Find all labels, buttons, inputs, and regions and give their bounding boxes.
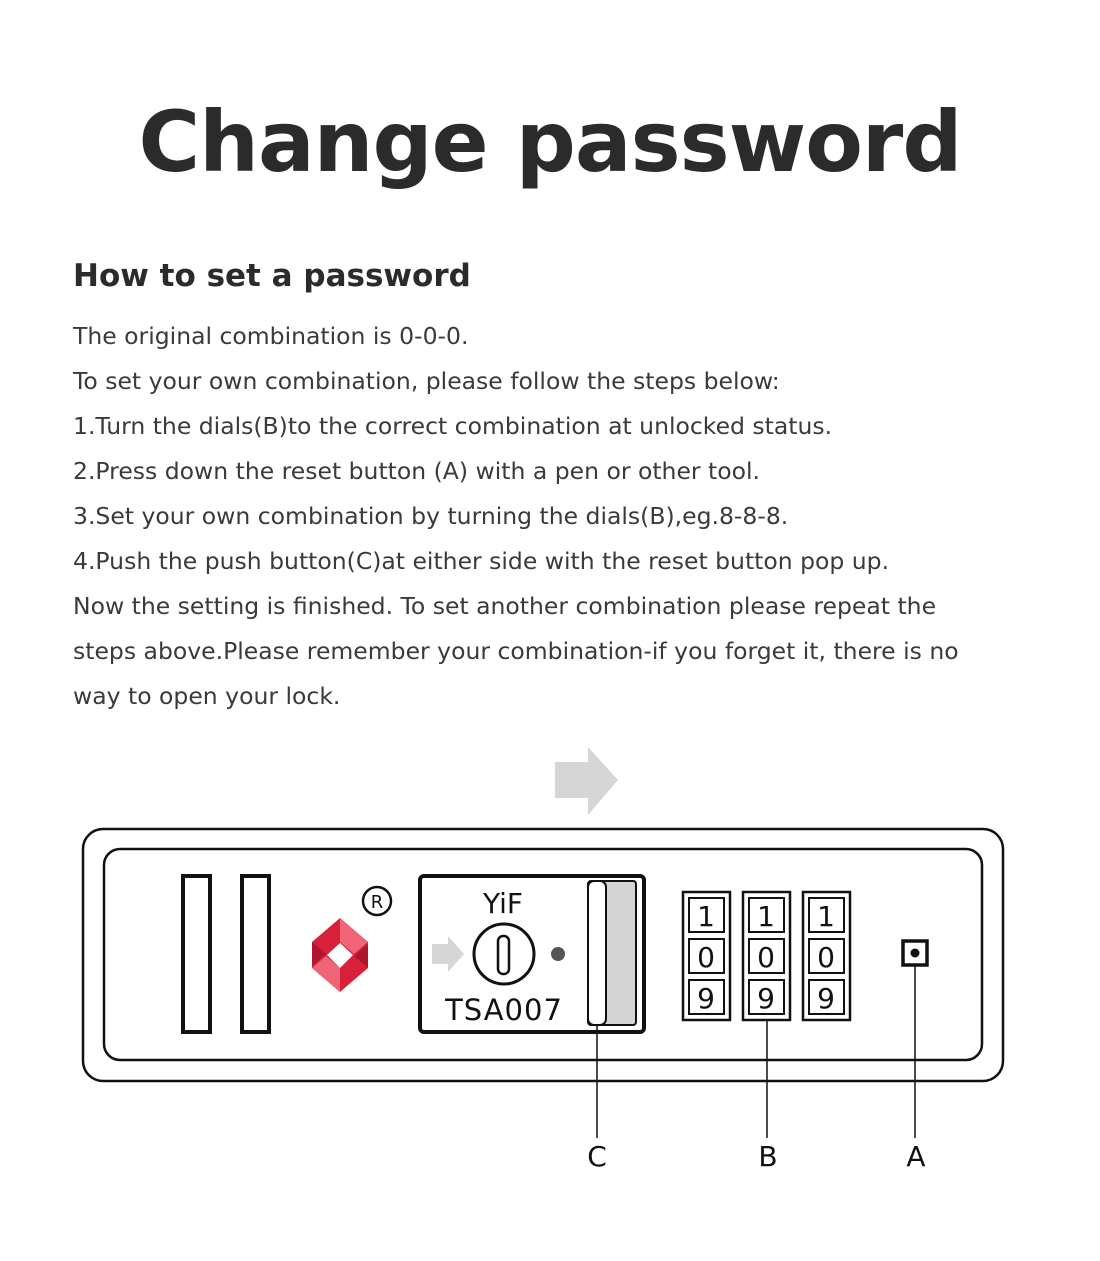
- instruction-line: Now the setting is finished. To set another combination please repeat the: [73, 592, 937, 620]
- section-heading: How to set a password: [73, 258, 471, 294]
- dial-digit: 0: [757, 941, 775, 974]
- combination-dials[interactable]: [683, 892, 850, 1020]
- dial-digit: 9: [757, 982, 775, 1015]
- lock-diagram-svg: [0, 730, 1100, 1230]
- callout-label-b: B: [758, 1140, 778, 1173]
- direction-arrow-icon: [555, 747, 618, 815]
- keyhole-icon: [474, 924, 534, 984]
- page-title: Change password: [138, 93, 962, 191]
- callout-label-c: C: [587, 1140, 607, 1173]
- brand-label: YiF: [483, 887, 523, 920]
- dial-digit: 9: [697, 982, 715, 1015]
- indicator-dot: [551, 947, 565, 961]
- lock-slot: [242, 876, 269, 1032]
- instructions: [73, 314, 1033, 719]
- dial-digit: 9: [817, 982, 835, 1015]
- lock-slot: [183, 876, 210, 1032]
- dial-digit: 0: [817, 941, 835, 974]
- instruction-line: steps above.Please remember your combination-if you forget it, there is no: [73, 637, 959, 665]
- model-label: TSA007: [445, 993, 563, 1027]
- registered-mark-label: R: [370, 892, 384, 913]
- instruction-line: 1.Turn the dials(B)to the correct combination at unlocked status.: [73, 412, 833, 440]
- push-button[interactable]: [588, 881, 636, 1025]
- instruction-line: To set your own combination, please follow the steps below:: [73, 367, 780, 395]
- registered-mark-icon: [363, 887, 391, 915]
- instruction-line: way to open your lock.: [73, 682, 341, 710]
- instruction-line: The original combination is 0-0-0.: [73, 322, 469, 350]
- dial-digit: 1: [697, 900, 715, 933]
- instruction-line: 2.Press down the reset button (A) with a pen or other tool.: [73, 457, 760, 485]
- dial-digit: 0: [697, 941, 715, 974]
- dial-digit: 1: [817, 900, 835, 933]
- instruction-line: 4.Push the push button(C)at either side with the reset button pop up.: [73, 547, 890, 575]
- lock-diagram: [0, 730, 1100, 1230]
- callout-label-a: A: [906, 1140, 926, 1173]
- instruction-line: 3.Set your own combination by turning the dials(B),eg.8-8-8.: [73, 502, 789, 530]
- dial-digit: 1: [757, 900, 775, 933]
- reset-button[interactable]: [903, 941, 927, 965]
